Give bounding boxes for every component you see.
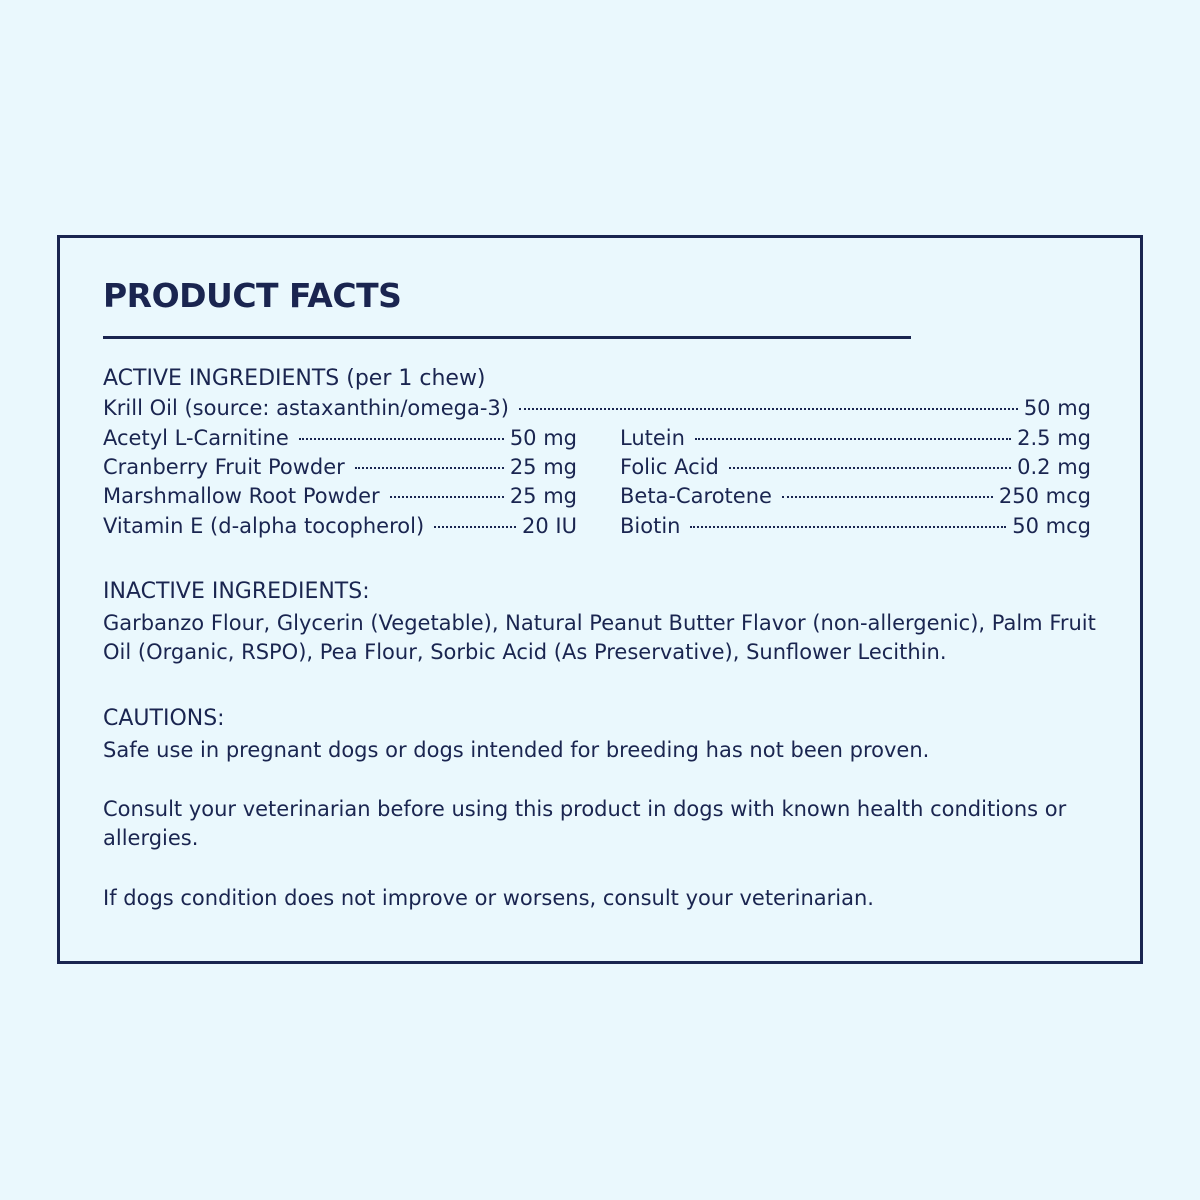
ingredient-name: Acetyl L-Carnitine <box>103 426 289 450</box>
ingredient-name: Krill Oil (source: astaxanthin/omega-3) <box>103 396 509 420</box>
dot-leader <box>299 438 504 440</box>
ingredient-name: Beta-Carotene <box>620 484 772 508</box>
ingredient-name: Cranberry Fruit Powder <box>103 455 345 479</box>
dot-leader <box>355 467 504 469</box>
ingredient-name: Biotin <box>620 514 681 538</box>
ingredient-amount: 0.2 mg <box>1017 455 1091 479</box>
page-title: PRODUCT FACTS <box>103 276 402 315</box>
cautions-heading: CAUTIONS: <box>103 706 225 731</box>
ingredient-name: Lutein <box>620 426 685 450</box>
dot-leader <box>729 467 1011 469</box>
active-ingredients-heading: ACTIVE INGREDIENTS (per 1 chew) <box>103 366 486 391</box>
caution-condition-worsens: If dogs condition does not improve or worsens, consult your veterinarian. <box>103 886 874 910</box>
ingredient-name: Marshmallow Root Powder <box>103 484 380 508</box>
ingredient-amount: 50 mg <box>1023 396 1091 420</box>
ingredient-amount: 50 mg <box>509 426 577 450</box>
ingredient-row-cranberry-fruit-powder <box>103 453 577 482</box>
dot-leader <box>695 438 1011 440</box>
ingredient-amount: 2.5 mg <box>1017 426 1091 450</box>
caution-consult-vet: Consult your veterinarian before using this product in dogs with known health conditions or allergies. <box>103 797 1067 850</box>
ingredient-row-acetyl-l-carnitine <box>103 424 577 453</box>
dot-leader <box>782 496 993 498</box>
ingredient-row-marshmallow-root-powder <box>103 482 577 511</box>
ingredient-row-krill-oil <box>103 394 1091 423</box>
ingredient-name: Vitamin E (d-alpha tocopherol) <box>103 514 425 538</box>
dot-leader <box>690 526 1006 528</box>
ingredient-amount: 25 mg <box>509 455 577 479</box>
ingredient-row-biotin <box>620 512 1091 541</box>
ingredient-amount: 20 IU <box>522 514 577 538</box>
ingredient-amount: 250 mcg <box>998 484 1091 508</box>
ingredient-name: Folic Acid <box>620 455 719 479</box>
caution-breeding: Safe use in pregnant dogs or dogs intended for breeding has not been proven. <box>103 738 930 762</box>
inactive-ingredients-heading: INACTIVE INGREDIENTS: <box>103 579 370 604</box>
ingredient-amount: 50 mcg <box>1012 514 1091 538</box>
title-divider <box>103 336 911 339</box>
inactive-ingredients-text: Garbanzo Flour, Glycerin (Vegetable), Natural Peanut Butter Flavor (non-allergenic), Palm Fruit Oil (Organic, RSPO), Pea Flour, Sorbic Acid (As Preservative), Sunflower Lecithin. <box>103 611 1096 664</box>
ingredient-row-folic-acid <box>620 453 1091 482</box>
dot-leader <box>519 408 1018 410</box>
ingredient-row-beta-carotene <box>620 482 1091 511</box>
dot-leader <box>434 526 516 528</box>
dot-leader <box>390 496 504 498</box>
ingredient-row-vitamin-e <box>103 512 577 541</box>
ingredient-row-lutein <box>620 424 1091 453</box>
ingredient-amount: 25 mg <box>509 484 577 508</box>
